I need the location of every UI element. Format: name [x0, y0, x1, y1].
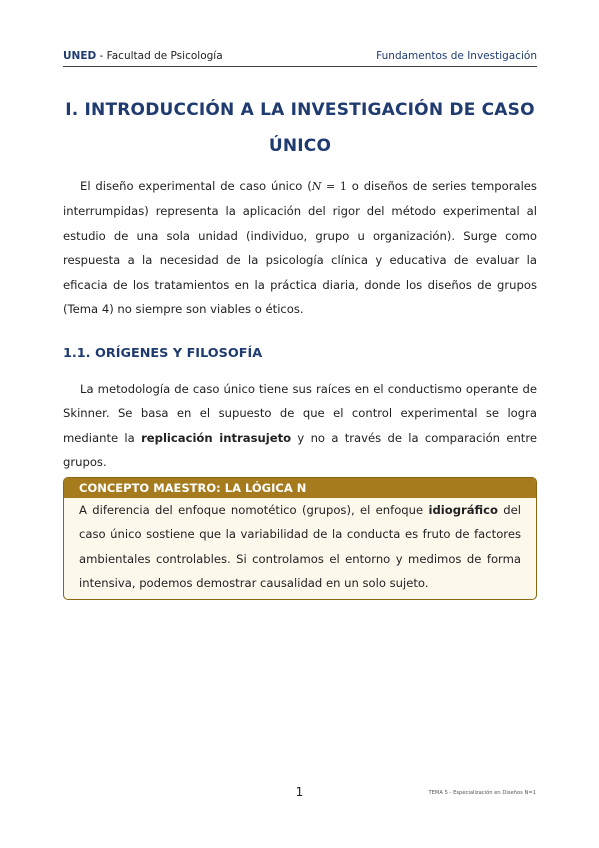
concept-text-end: del caso único sostiene que la variabilidad de la conducta es fruto de factores ambientales controlables. Si controlamos el entorno y medimos de forma intensiva, podemos demostrar causalidad en un solo sujeto. [79, 503, 522, 591]
page-header [63, 50, 537, 64]
section-bold-term: replicación intrasujeto [141, 430, 292, 445]
concept-box [63, 477, 537, 600]
footer-chapter-label: TEMA 5 - Especialización en Diseños N=1 [428, 790, 536, 796]
intro-paragraph [63, 174, 537, 321]
header-faculty: - Facultad de Psicología [96, 50, 223, 62]
math-n-equals-one [312, 180, 347, 193]
header-divider [63, 66, 537, 67]
concept-text-start: A diferencia del enfoque nomotético (grupos), el enfoque [79, 503, 429, 517]
intro-text-start: El diseño experimental de caso único ( [80, 179, 312, 193]
concept-bold-term: idiográfico [428, 503, 498, 517]
concept-box-body [79, 498, 521, 596]
chapter-title-line2: ÚNICO [268, 136, 332, 156]
page-number: 1 [295, 785, 304, 799]
concept-box-title: CONCEPTO MAESTRO: LA LÓGICA N [64, 478, 536, 498]
section-text-end: y no a través de la comparación entre grupos. [63, 430, 537, 470]
intro-text-end: o diseños de series temporales interrumpidas) representa la aplicación del rigor del método experimental al estudio de una sola unidad (individuo, grupo u organización). Surge como respuesta a la necesidad de la psicología clínica y educativa de evaluar la eficacia de los tratamientos en la práctica diaria, donde los diseños de grupos (Tema 4) no siempre son viables o éticos. [63, 179, 537, 317]
header-course: Fundamentos de Investigación [376, 50, 537, 62]
chapter-title-line1: I. INTRODUCCIÓN A LA INVESTIGACIÓN DE CASO [65, 100, 535, 120]
math-variable: N [311, 180, 322, 193]
math-equality: = 1 [321, 180, 347, 193]
header-left [63, 50, 223, 62]
header-institution: UNED [63, 50, 97, 62]
section-paragraph [63, 377, 537, 475]
chapter-title [63, 92, 537, 164]
section-heading: 1.1. ORÍGENES Y FILOSOFÍA [63, 346, 263, 361]
section-text-start: La metodología de caso único tiene sus raíces en el conductismo operante de Skinner. Se basa en el supuesto de que el control experimental se logra mediante la [63, 382, 537, 445]
